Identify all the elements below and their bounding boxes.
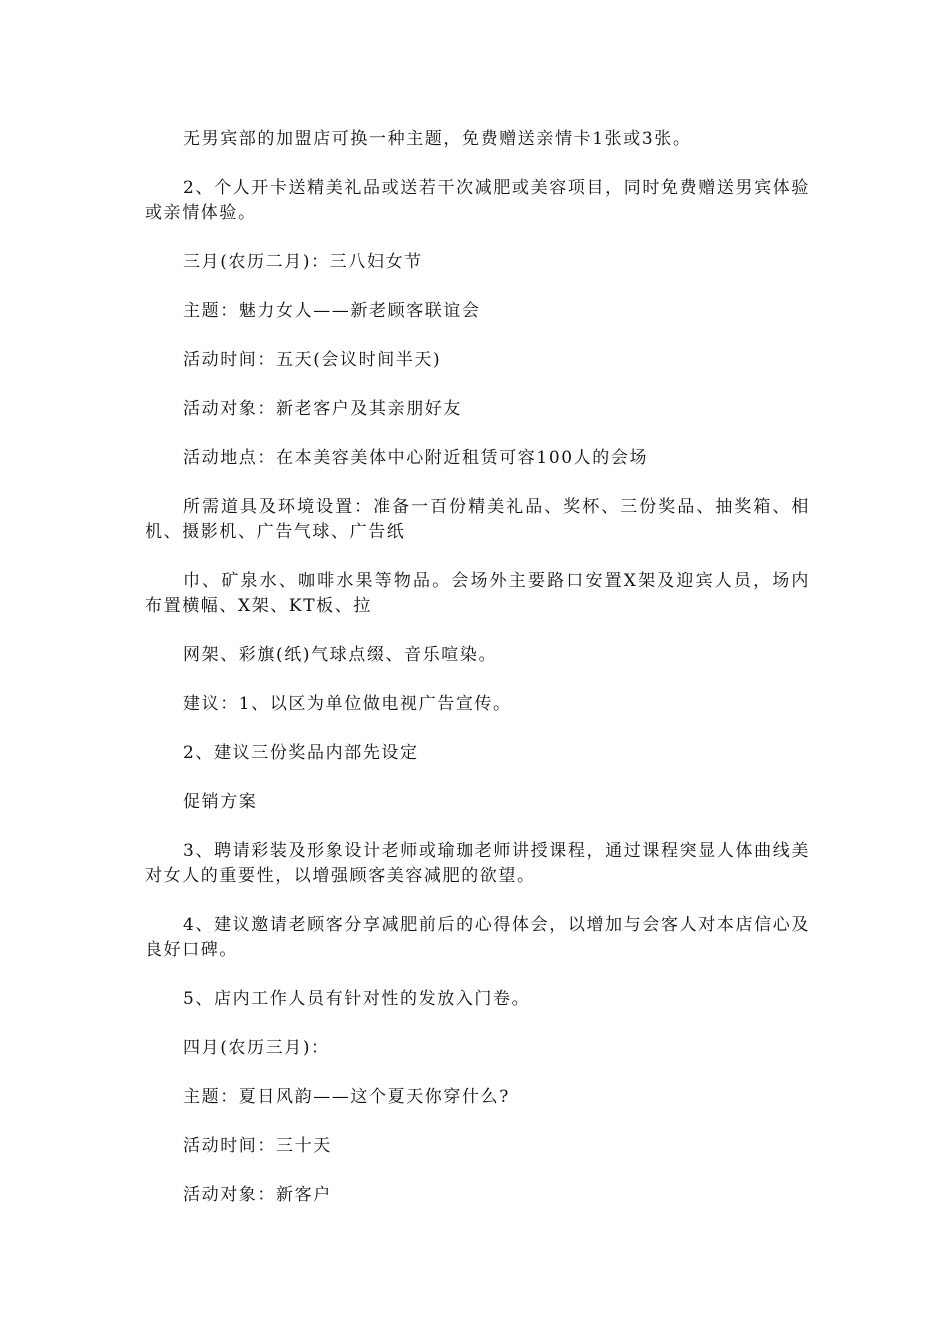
paragraph: 无男宾部的加盟店可换一种主题，免费赠送亲情卡1张或3张。: [183, 129, 692, 149]
paragraph: 主题：夏日风韵——这个夏天你穿什么?: [183, 1087, 510, 1107]
section-heading: 三月(农历二月)：三八妇女节: [183, 252, 423, 272]
paragraph: 活动地点：在本美容美体中心附近租赁可容100人的会场: [183, 448, 649, 468]
paragraph: 建议：1、以区为单位做电视广告宣传。: [183, 694, 512, 714]
paragraph: 活动时间：五天(会议时间半天): [183, 350, 442, 370]
document-body: [145, 127, 810, 1232]
paragraph: 2、个人开卡送精美礼品或送若干次减肥或美容项目，同时免费赠送男宾体验或亲情体验。: [145, 178, 810, 223]
paragraph: 活动时间：三十天: [183, 1136, 332, 1156]
paragraph: 网架、彩旗(纸)气球点缀、音乐喧染。: [183, 645, 498, 665]
paragraph: 活动对象：新老客户及其亲朋好友: [183, 399, 462, 419]
paragraph: 5、店内工作人员有针对性的发放入门卷。: [183, 989, 531, 1009]
paragraph: 主题：魅力女人——新老顾客联谊会: [183, 301, 481, 321]
paragraph: 活动对象：新客户: [183, 1185, 332, 1205]
section-heading: 促销方案: [183, 792, 258, 812]
paragraph: 3、聘请彩装及形象设计老师或瑜珈老师讲授课程，通过课程突显人体曲线美对女人的重要性，以增强顾客美容减肥的欲望。: [145, 841, 810, 886]
paragraph: 巾、矿泉水、咖啡水果等物品。会场外主要路口安置X架及迎宾人员，场内布置横幅、X架、KT板、拉: [145, 571, 810, 616]
paragraph: 2、建议三份奖品内部先设定: [183, 743, 419, 763]
paragraph: 所需道具及环境设置：准备一百份精美礼品、奖杯、三份奖品、抽奖箱、相机、摄影机、广告气球、广告纸: [145, 497, 810, 542]
section-heading: 四月(农历三月)：: [183, 1038, 330, 1058]
paragraph: 4、建议邀请老顾客分享减肥前后的心得体会，以增加与会客人对本店信心及良好口碑。: [145, 915, 810, 960]
